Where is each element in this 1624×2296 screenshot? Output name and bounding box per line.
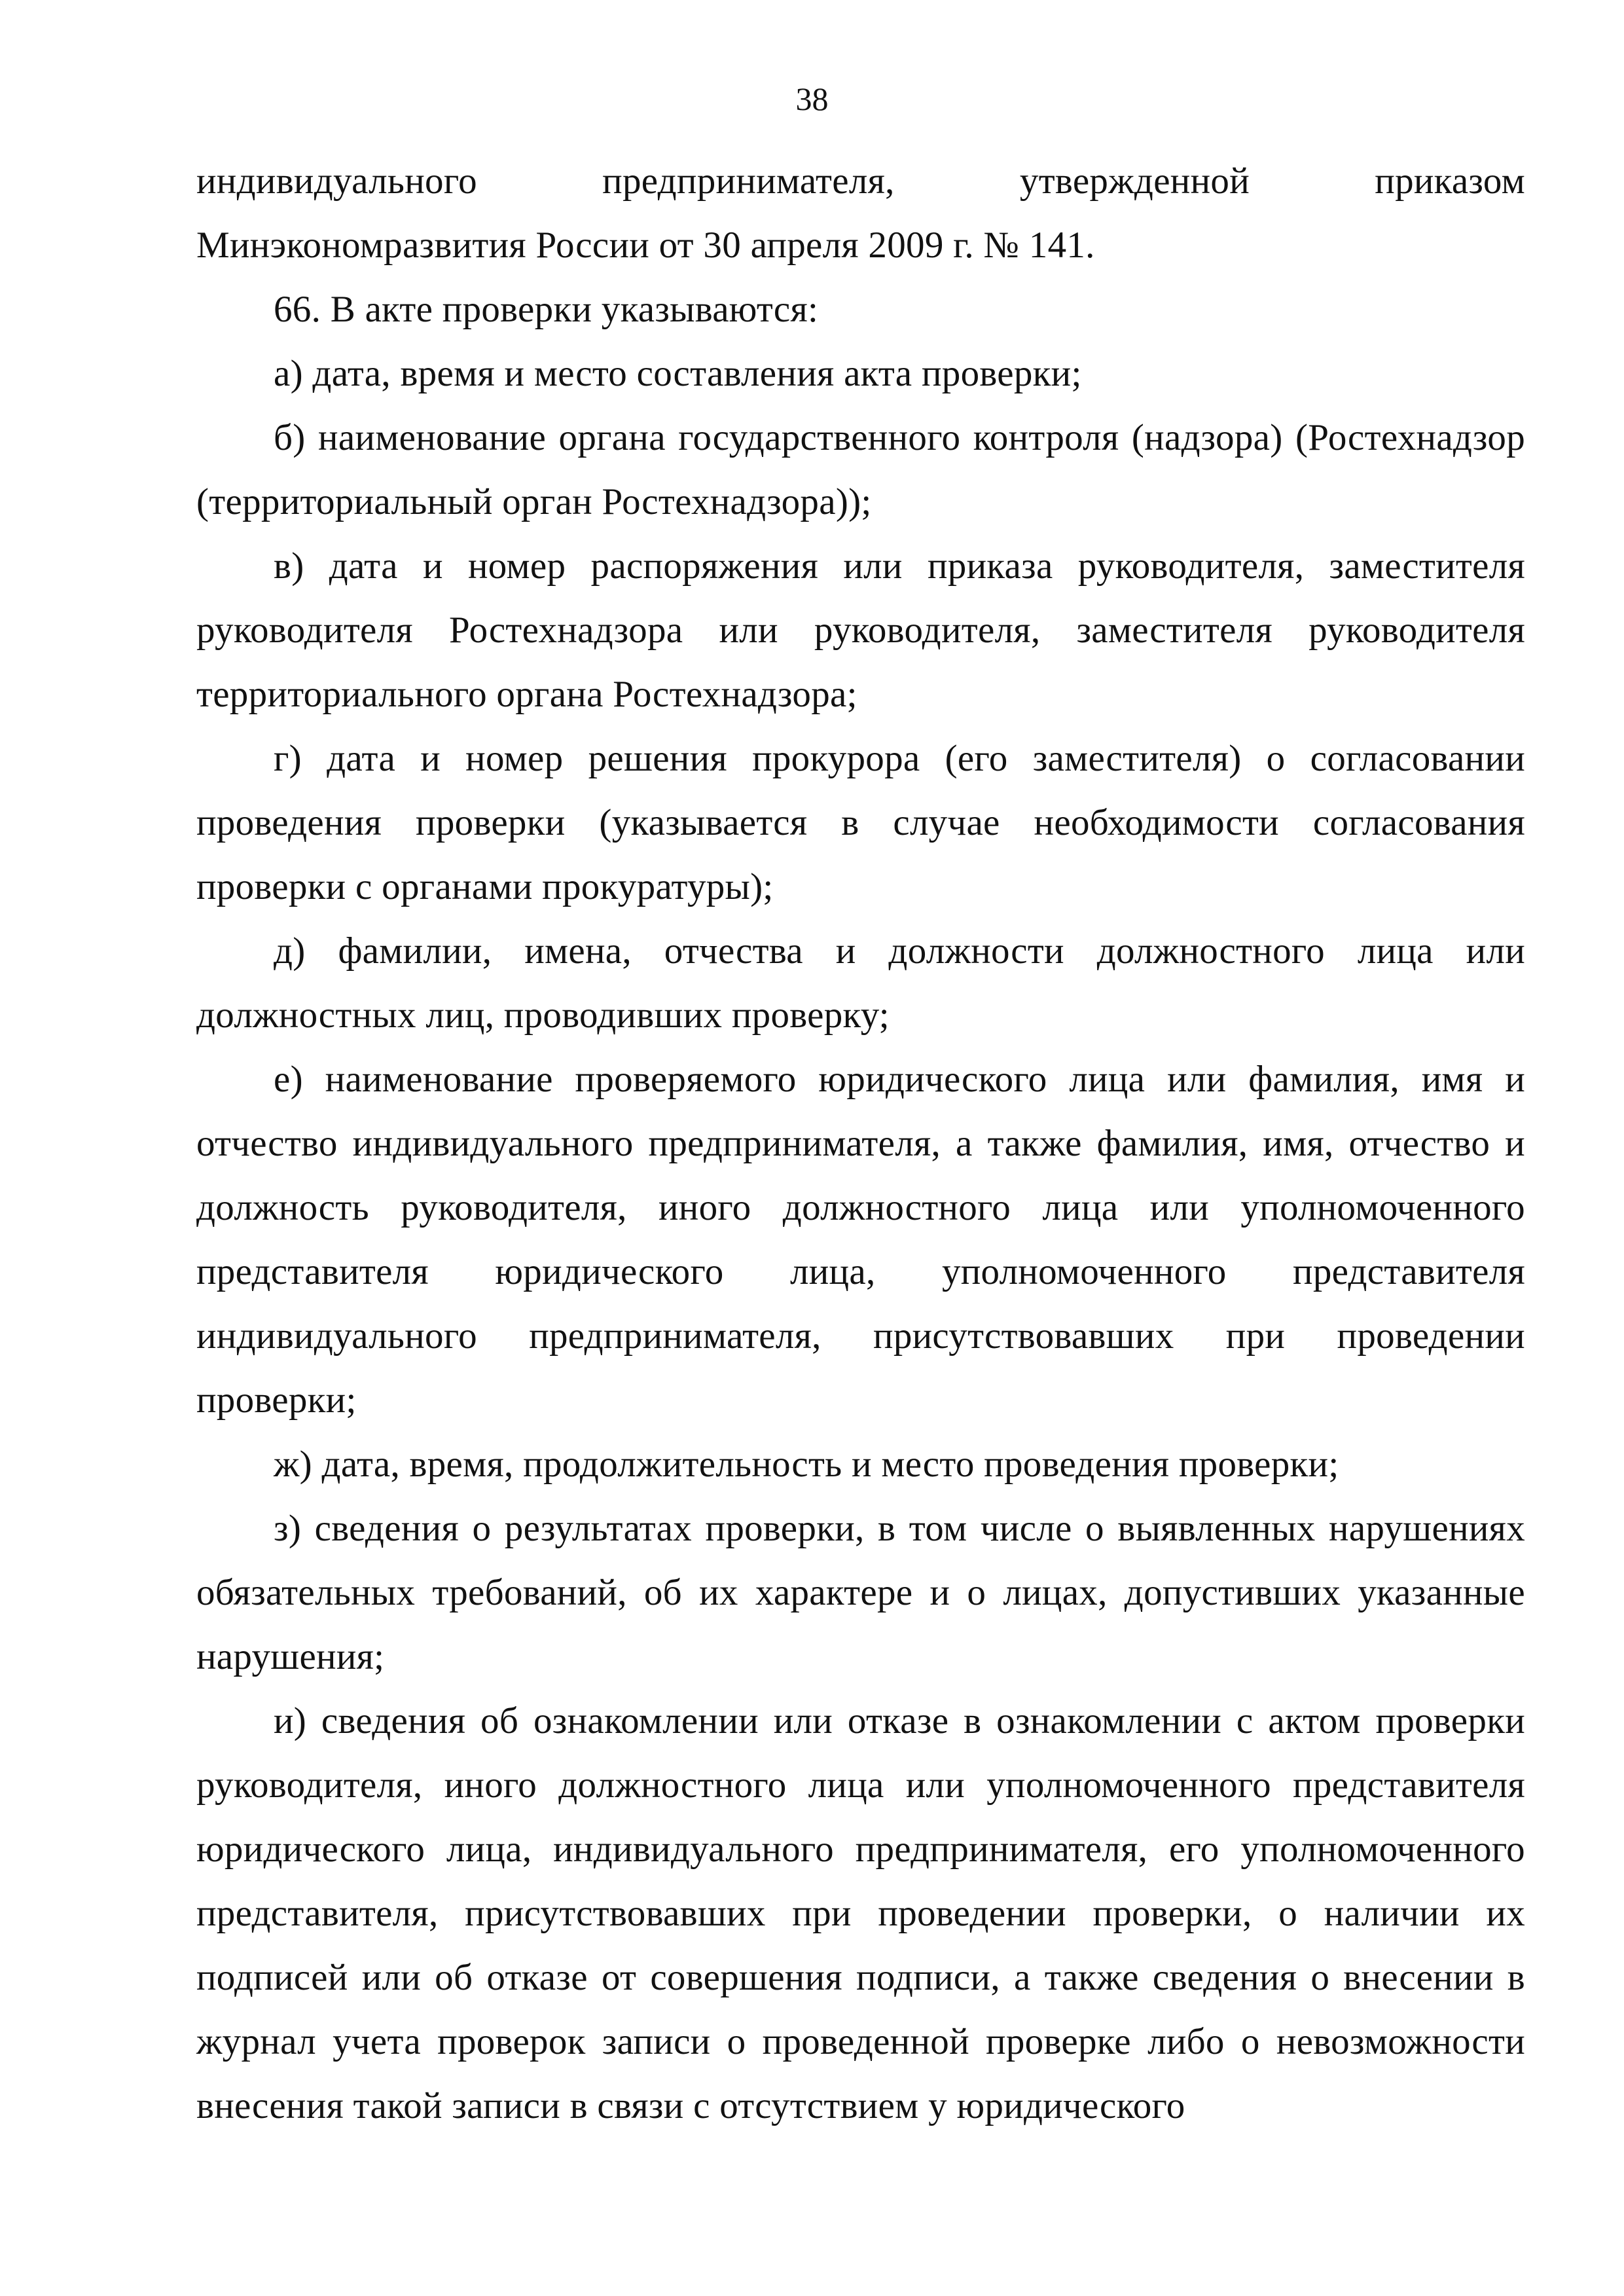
paragraph-item-z: з) сведения о результатах проверки, в том числе о выявленных нарушениях обязательных требований, об их характере и о лицах, допустивших указанные нарушения; <box>196 1508 1525 1677</box>
paragraph-item-v: в) дата и номер распоряжения или приказа руководителя, заместителя руководителя Ростехнадзора или руководителя, заместителя руководителя территориального органа Ростехнадзора; <box>196 545 1525 715</box>
paragraph-item-b: б) наименование органа государственного контроля (надзора) (Ростехнадзор (территориальный орган Ростехнадзора)); <box>196 417 1525 522</box>
continuation-line-1: индивидуального предпринимателя, утвержденной приказом <box>196 160 1525 202</box>
paragraph-item-d: д) фамилии, имена, отчества и должности должностного лица или должностных лиц, проводивших проверку; <box>196 930 1525 1036</box>
paragraph-item-i: и) сведения об ознакомлении или отказе в ознакомлении с актом проверки руководителя, иного должностного лица или уполномоченного представителя юридического лица, индивидуального предпринимателя, его уполномоченного представителя, присутствовавших при проведении проверки, о наличии их подписей или об отказе от совершения подписи, а также сведения о внесении в журнал учета проверок записи о проведенной проверке либо о невозможности внесения такой записи в связи с отсутствием у юридического <box>196 1700 1525 2126</box>
continuation-line-2: Минэкономразвития России от 30 апреля 2009 г. № 141. <box>196 225 1095 266</box>
paragraph-66-heading: 66. В акте проверки указываются: <box>274 289 819 330</box>
page-number: 38 <box>795 81 829 117</box>
document-body <box>196 149 1525 2138</box>
paragraph-item-a: а) дата, время и место составления акта проверки; <box>274 353 1082 394</box>
continuation-paragraph <box>196 149 1525 278</box>
paragraph-item-g: г) дата и номер решения прокурора (его заместителя) о согласовании проведения проверки (указывается в случае необходимости согласования проверки с органами прокуратуры); <box>196 738 1525 907</box>
paragraph-item-e: е) наименование проверяемого юридического лица или фамилия, имя и отчество индивидуального предпринимателя, а также фамилия, имя, отчество и должность руководителя, иного должностного лица или уполномоченного представителя юридического лица, уполномоченного представителя индивидуального предпринимателя, присутствовавших при проведении проверки; <box>196 1059 1525 1421</box>
paragraph-item-zh: ж) дата, время, продолжительность и место проведения проверки; <box>274 1444 1339 1485</box>
